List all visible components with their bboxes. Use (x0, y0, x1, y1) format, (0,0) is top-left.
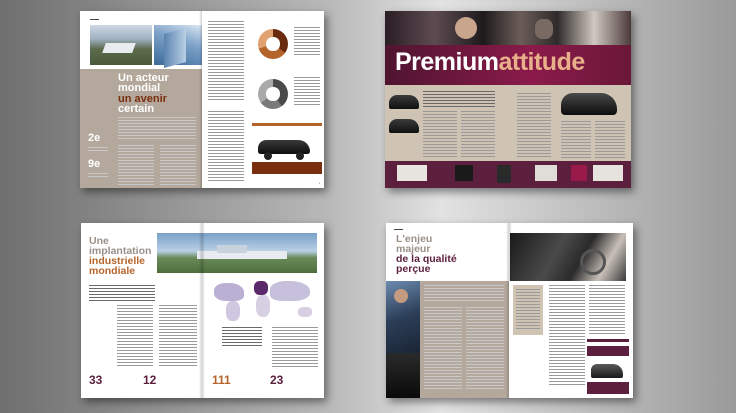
chart-legend (294, 27, 320, 57)
title-line-accent: de la qualité (396, 252, 457, 265)
stat-number: 33 (89, 373, 103, 387)
body-column (208, 21, 244, 101)
body-text (160, 145, 196, 185)
spread4-left-page (386, 223, 509, 398)
body-column (423, 111, 457, 159)
article-title (118, 73, 169, 115)
body-column (272, 327, 318, 367)
body-column (549, 285, 585, 385)
aerial-factory-photo (90, 25, 152, 65)
glass-building-photo (154, 25, 202, 65)
body-column (517, 93, 551, 159)
spread1-right-page (202, 11, 324, 188)
stat-caption (88, 147, 108, 153)
body-column (424, 307, 462, 391)
lead-text (423, 91, 495, 107)
lead-text (424, 285, 504, 303)
stat-number: 111 (212, 373, 231, 387)
stat-number: 12 (143, 373, 157, 387)
title-line: mondial (118, 82, 161, 95)
article-title (396, 235, 457, 275)
lead-text (89, 285, 155, 301)
spread-perceived-quality (386, 223, 633, 398)
world-map (208, 277, 318, 323)
spread4-right-page (509, 281, 633, 398)
title-line: majeur (396, 242, 431, 255)
title-line: Un acteur (118, 72, 169, 84)
body-column (159, 305, 197, 367)
engineer-photo (386, 281, 420, 353)
spread3-right-page (202, 223, 324, 398)
spread-global-player (80, 11, 324, 188)
title-line-accent: industrielle (89, 254, 146, 267)
title-part: Premium (395, 48, 499, 76)
article-title (395, 48, 585, 76)
article-title (89, 237, 151, 277)
title-line: Une (89, 235, 109, 247)
body-column (466, 307, 504, 391)
spread1-left-page (80, 11, 202, 188)
title-line: L'enjeu (396, 233, 433, 245)
sedan-callout (252, 123, 322, 174)
bottom-strip (385, 161, 631, 188)
header-photo-strip (385, 11, 631, 45)
dashboard-photo (510, 233, 626, 281)
intro-panel (80, 69, 202, 188)
donut-chart (258, 79, 288, 109)
page-header: ▬▬▬ (90, 17, 99, 21)
page-header: ▬▬▬ (394, 227, 403, 231)
donut-chart (258, 29, 288, 59)
spread-premium-attitude (385, 11, 631, 188)
body-column (561, 121, 591, 159)
title-band (385, 45, 631, 85)
body-column (117, 305, 153, 367)
quote-text (222, 327, 262, 347)
suv-callout (587, 339, 629, 394)
car-thumbnail (389, 95, 419, 109)
caption-box (513, 285, 543, 335)
page-folio: ▪ (318, 181, 320, 185)
spread-industrial-presence (81, 223, 324, 398)
stat-caption (88, 173, 108, 179)
body-column (589, 285, 625, 335)
title-part-accent: attitude (498, 48, 585, 76)
sedan-photo (561, 93, 617, 115)
title-line-accent: mondiale (89, 264, 136, 277)
intro-text (118, 117, 196, 139)
stat-number: 23 (270, 373, 284, 387)
title-line: implantation (89, 244, 152, 257)
title-line-accent: perçue (396, 262, 431, 275)
stat-rank-2: 9e (88, 158, 101, 170)
body-column (461, 111, 495, 159)
interior-photo (386, 353, 420, 398)
body-area (385, 85, 631, 161)
taupe-text-panel (420, 281, 509, 398)
title-line-accent: un avenir (118, 92, 167, 105)
car-thumbnail (389, 119, 419, 133)
chart-legend (294, 77, 320, 107)
title-line: certain (118, 103, 155, 116)
body-text (118, 145, 154, 185)
body-column (208, 111, 244, 181)
body-column (595, 121, 625, 159)
stat-rank-1: 2e (88, 132, 101, 144)
caption-text (516, 289, 540, 329)
